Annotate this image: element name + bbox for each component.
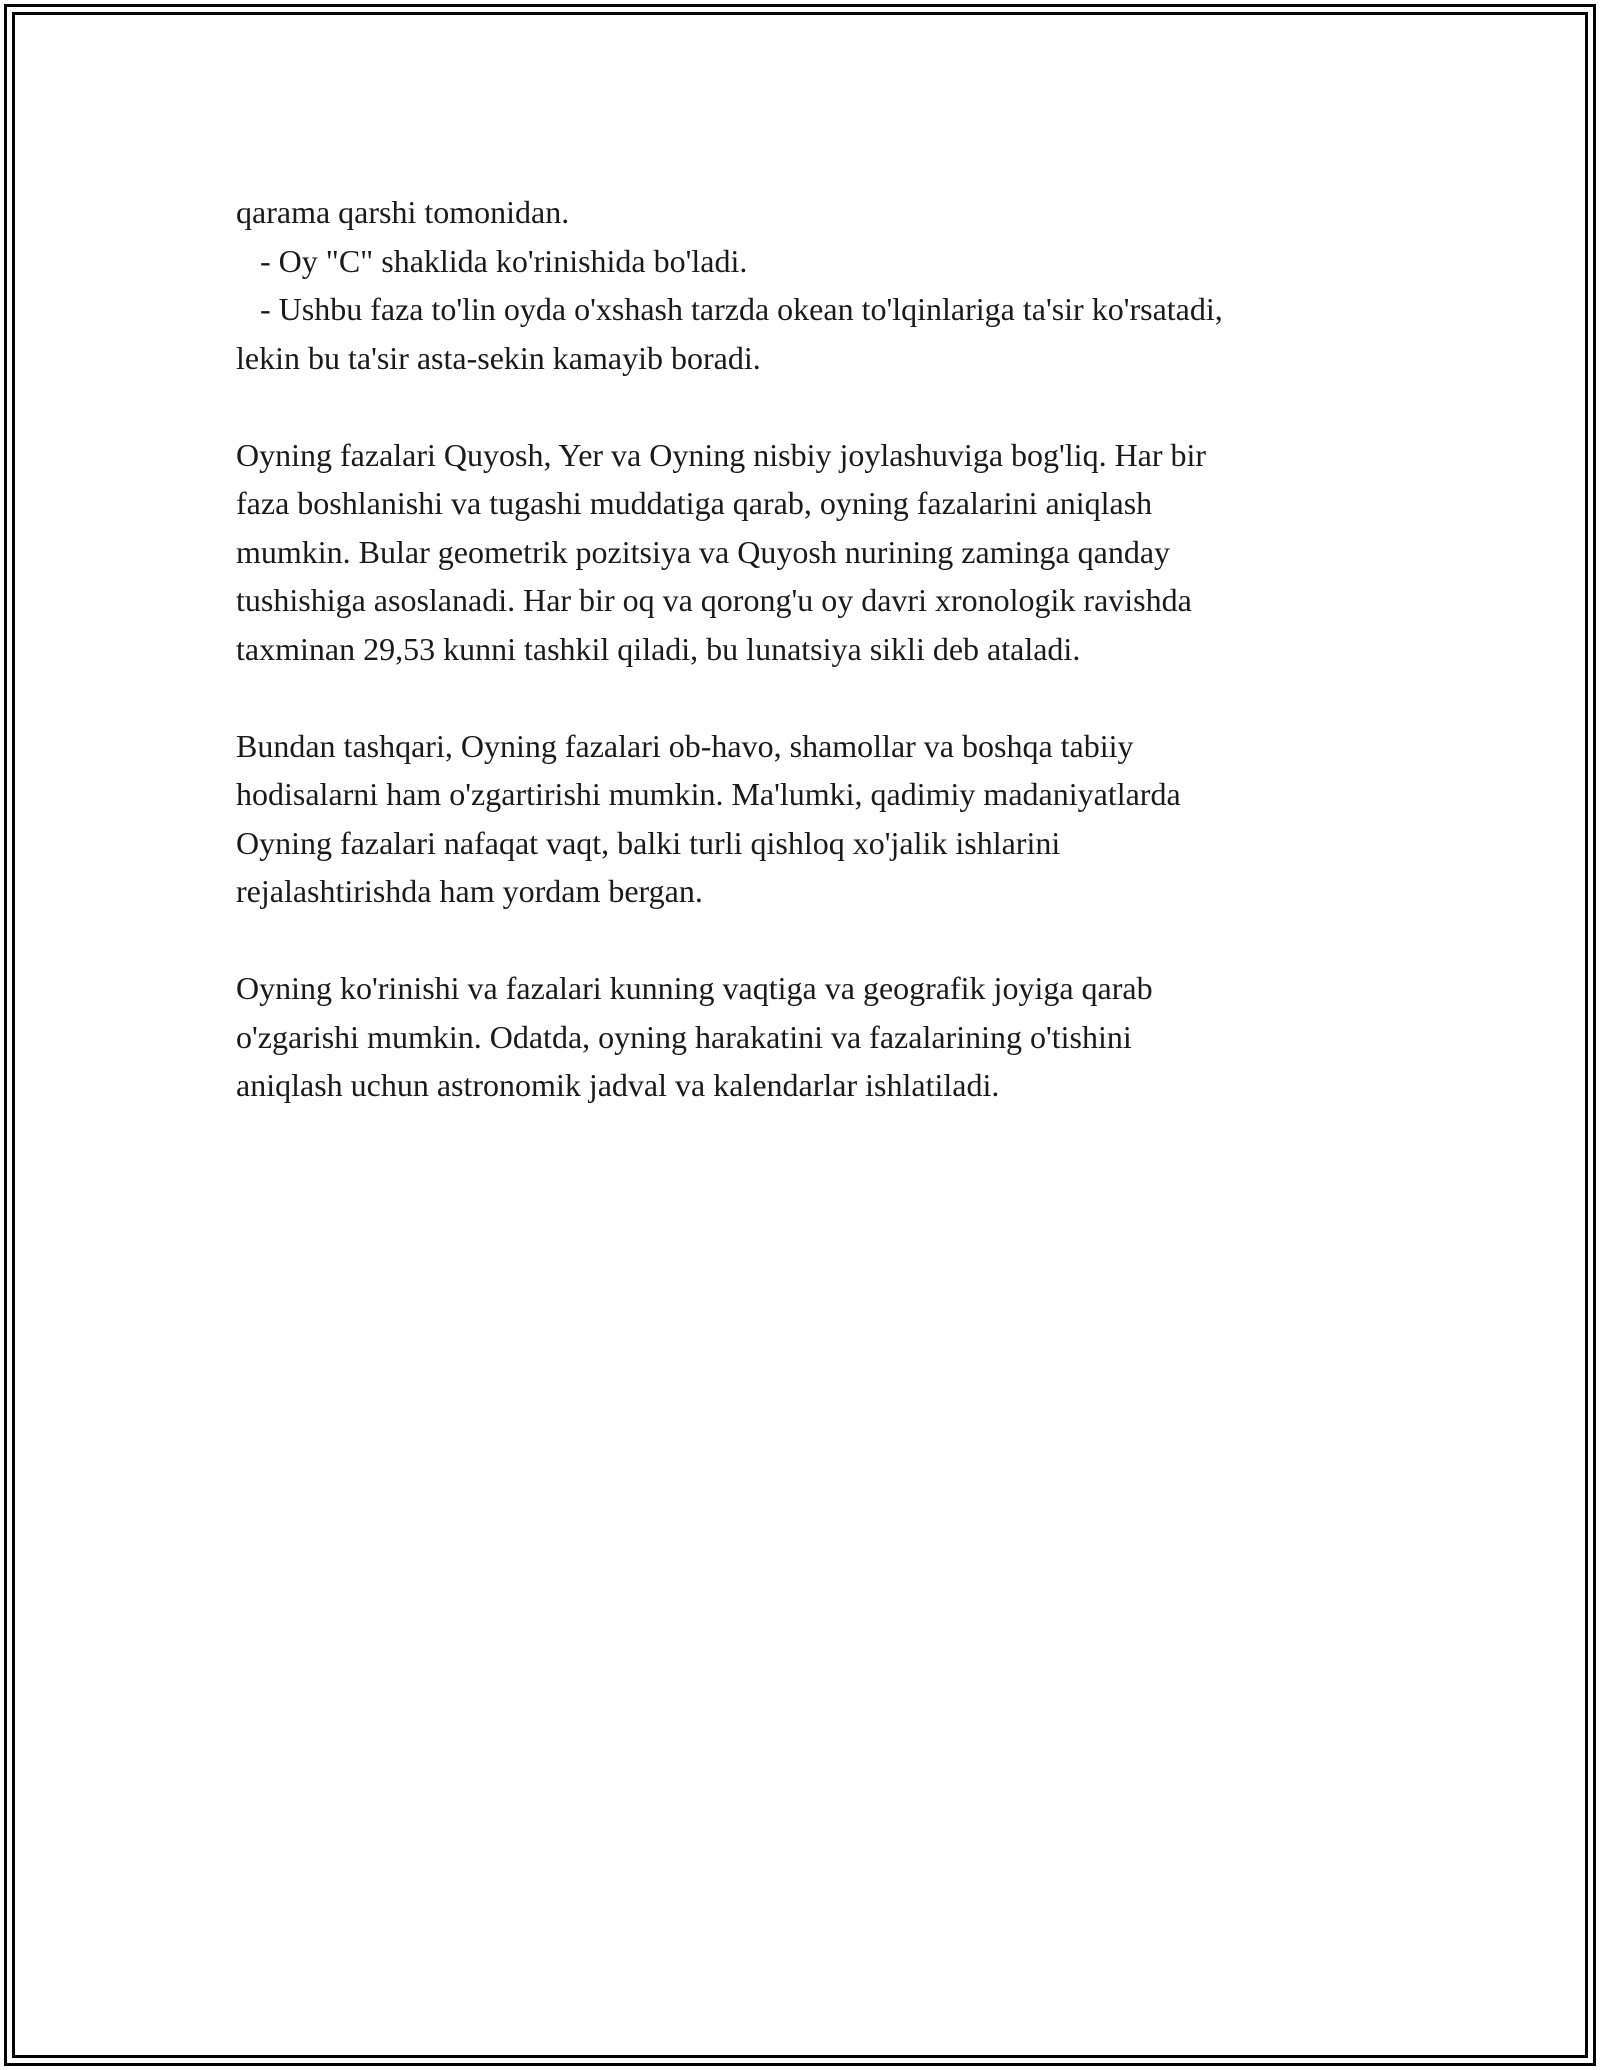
text-line: taxminan 29,53 kunni tashkil qiladi, bu lunatsiya sikli deb ataladi. [236,630,1081,667]
paragraph-spacer [236,673,1376,722]
paragraph-moon-phases [236,431,1376,674]
text-line: rejalashtirishda ham yordam bergan. [236,873,703,909]
paragraph-continuation [236,188,1376,382]
text-line: faza boshlanishi va tugashi muddatiga qarab, oyning fazalarini aniqlash [236,485,1153,521]
bullet-line: - Oy "C" shaklida ko'rinishida bo'ladi. [236,242,748,279]
paragraph-spacer [236,382,1376,431]
paragraph-visibility [236,964,1376,1110]
text-line: o'zgarishi mumkin. Odatda, oyning harakatini va fazalarining o'tishini [236,1018,1132,1055]
text-line: qarama qarshi tomonidan. [236,194,570,230]
document-body [236,188,1376,1110]
text-line: lekin bu ta'sir asta-sekin kamayib boradi. [236,339,761,376]
paragraph-spacer [236,916,1376,965]
text-line: Bundan tashqari, Oyning fazalari ob-havo, shamollar va boshqa tabiiy [236,727,1134,764]
text-line: hodisalarni ham o'zgartirishi mumkin. Ma'lumki, qadimiy madaniyatlarda [236,776,1181,812]
text-line: Oyning fazalari Quyosh, Yer va Oyning nisbiy joylashuviga bog'liq. Har bir [236,436,1207,473]
text-line: Oyning ko'rinishi va fazalari kunning vaqtiga va geografik joyiga qarab [236,970,1153,1006]
bullet-line: - Ushbu faza to'lin oyda o'xshash tarzda okean to'lqinlariga ta'sir ko'rsatadi, [236,291,1223,327]
text-line: Oyning fazalari nafaqat vaqt, balki turli qishloq xo'jalik ishlarini [236,824,1061,861]
text-line: tushishiga asoslanadi. Har bir oq va qorong'u oy davri xronologik ravishda [236,582,1192,618]
paragraph-natural-phenomena [236,722,1376,916]
text-line: mumkin. Bular geometrik pozitsiya va Quyosh nurining zaminga qanday [236,533,1171,570]
text-line: aniqlash uchun astronomik jadval va kalendarlar ishlatiladi. [236,1067,1000,1103]
